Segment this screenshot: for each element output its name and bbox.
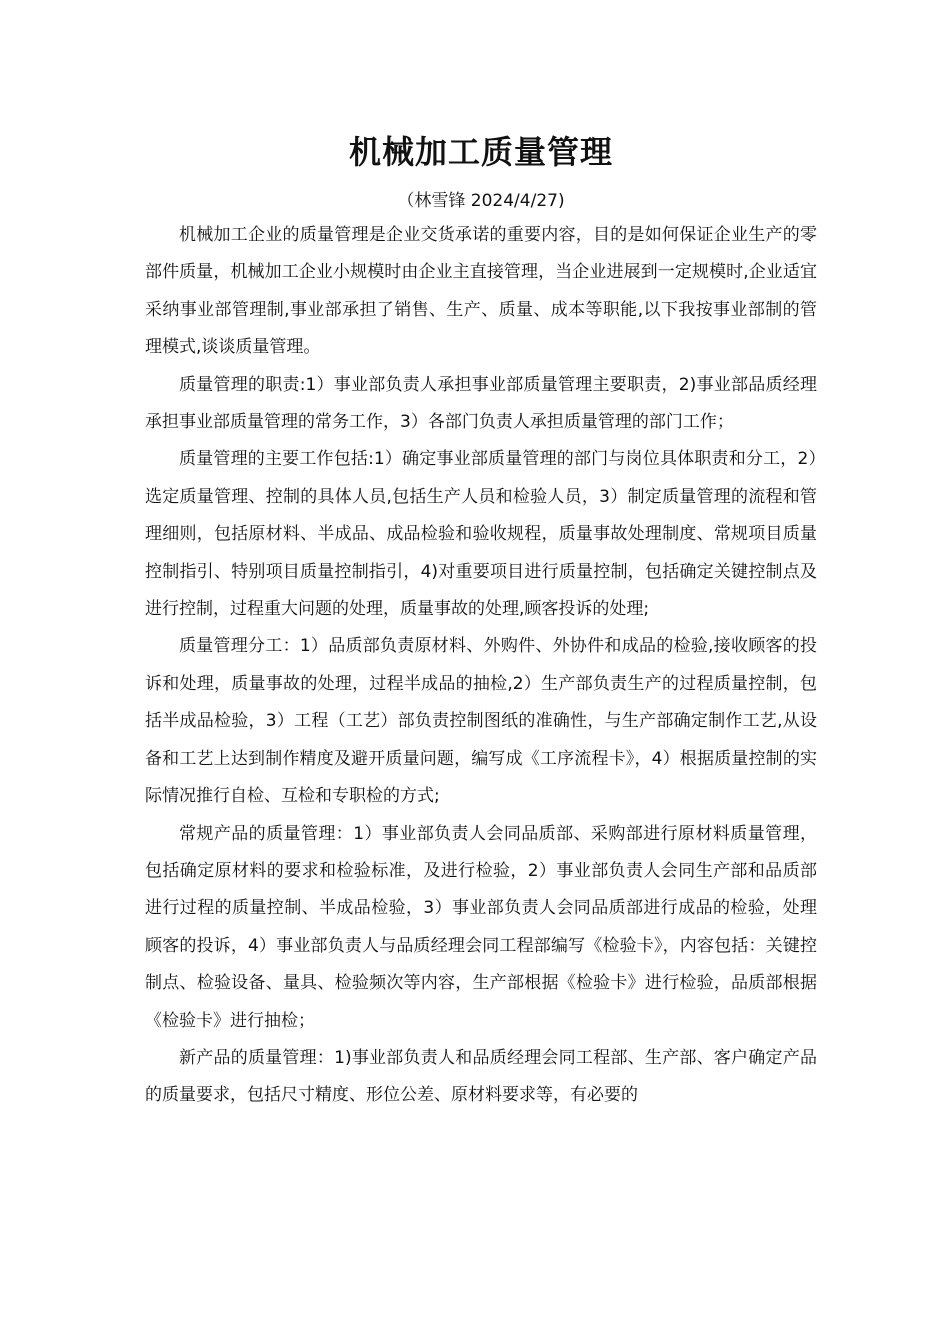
- document-body: [145, 128, 817, 1115]
- paragraph-regular-products: 常规产品的质量管理：1）事业部负责人会同品质部、采购部进行原材料质量管理，包括确定原材料的要求和检验标准，及进行检验，2）事业部负责人会同生产部和品质部进行过程的质量控制、半成品检验，3）事业部负责人会同品质部进行成品的检验，处理顾客的投诉，4）事业部负责人与品质经理会同工程部编写《检验卡》，内容包括：关键控制点、检验设备、量具、检验频次等内容，生产部根据《检验卡》进行检验，品质部根据《检验卡》进行抽检；: [145, 823, 817, 1031]
- paragraph-responsibilities: 质量管理的职责:1）事业部负责人承担事业部质量管理主要职责，2)事业部品质经理承担事业部质量管理的常务工作，3）各部门负责人承担质量管理的部门工作；: [145, 374, 817, 433]
- paragraph-division-of-labor: 质量管理分工：1）品质部负责原材料、外购件、外协件和成品的检验,接收顾客的投诉和处理，质量事故的处理，过程半成品的抽检,2）生产部负责生产的过程质量控制，包括半成品检验，3）工程（工艺）部负责控制图纸的准确性，与生产部确定制作工艺,从设备和工艺上达到制作精度及避开质量问题，编写成《工序流程卡》，4）根据质量控制的实际情况推行自检、互检和专职检的方式;: [145, 636, 817, 807]
- paragraph-intro: 机械加工企业的质量管理是企业交货承诺的重要内容，目的是如何保证企业生产的零部件质量，机械加工企业小规模时由企业主直接管理，当企业进展到一定规模时,企业适宜采纳事业部管理制,事业部承担了销售、生产、质量、成本等职能,以下我按事业部制的管理模式,谈谈质量管理。: [145, 225, 817, 358]
- author-date-line: （林雪锋 2024/4/27): [397, 191, 565, 211]
- paragraph-main-work: 质量管理的主要工作包括:1）确定事业部质量管理的部门与岗位具体职责和分工，2）选定质量管理、控制的具体人员,包括生产人员和检验人员，3）制定质量管理的流程和管理细则，包括原材料、半成品、成品检验和验收规程，质量事故处理制度、常规项目质量控制指引、特别项目质量控制指引，4)对重要项目进行质量控制，包括确定关键控制点及进行控制，过程重大问题的处理，质量事故的处理,顾客投诉的处理;: [145, 449, 817, 620]
- document-title: 机械加工质量管理: [348, 133, 613, 171]
- paragraph-new-products: 新产品的质量管理：1)事业部负责人和品质经理会同工程部、生产部、客户确定产品的质量要求，包括尺寸精度、形位公差、原材料要求等，有必要的: [145, 1047, 817, 1106]
